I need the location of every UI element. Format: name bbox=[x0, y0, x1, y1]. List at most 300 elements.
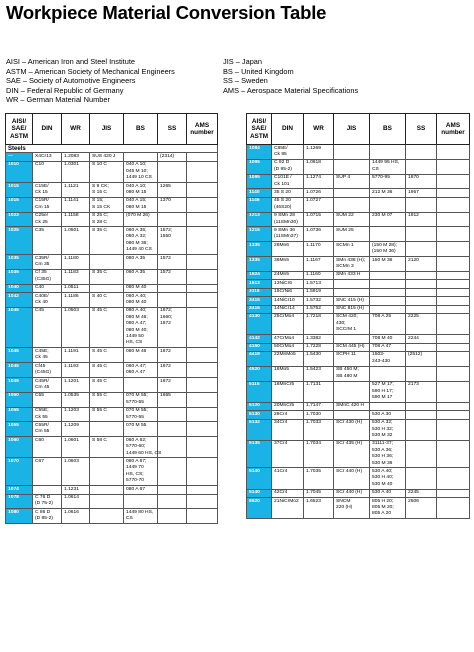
cell-ss: 1870 bbox=[406, 174, 437, 189]
cell-ss bbox=[158, 458, 187, 486]
cell-din: C 86 D (D 85-2) bbox=[33, 509, 62, 524]
cell-ams bbox=[437, 271, 470, 279]
cell-din: 41Cr4 bbox=[272, 468, 304, 489]
cell-din: C10 bbox=[33, 161, 62, 182]
cell-jis bbox=[334, 280, 370, 288]
cell-ams bbox=[437, 343, 470, 351]
cell-din: 14NiCr10 bbox=[272, 297, 304, 305]
cell-din: C 92 D (D 95-2) bbox=[272, 159, 304, 174]
col-header-aisi: AISI/ SAE/ ASTM bbox=[247, 114, 272, 145]
cell-bs bbox=[370, 402, 406, 410]
cell-din: C40E/ Ck 40 bbox=[33, 293, 62, 308]
cell-jis: S 55 C bbox=[90, 392, 124, 407]
cell-bs: 080 A 67; 1449 70 HS, CS; 5770-70 bbox=[124, 458, 158, 486]
cell-din: 25CrMo4 bbox=[272, 313, 304, 334]
cell-ams bbox=[437, 419, 470, 440]
cell-jis: SCr 435 (H) bbox=[334, 440, 370, 468]
cell-jis: S 40 C bbox=[90, 293, 124, 308]
cell-wr: 1.7030 bbox=[304, 411, 334, 419]
cell-jis: SCPH 11 bbox=[334, 351, 370, 366]
cell-aisi: 1055 bbox=[6, 407, 33, 422]
col-header-jis: JIS bbox=[90, 114, 124, 145]
cell-jis: SUM 22 bbox=[334, 212, 370, 227]
cell-din: 28Mn6 bbox=[272, 242, 304, 257]
page-title: Workpiece Material Conversion Table bbox=[6, 2, 327, 23]
cell-ss bbox=[158, 284, 187, 292]
cell-wr: 1.1193 bbox=[62, 363, 90, 378]
cell-din: C55E; Ck 55 bbox=[33, 407, 62, 422]
table-row bbox=[6, 363, 218, 378]
cell-din: C15R/ Cm 15 bbox=[33, 197, 62, 212]
cell-bs bbox=[370, 288, 406, 296]
cell-wr: 1.0727 bbox=[304, 197, 334, 212]
cell-wr: 1.0616 bbox=[62, 509, 90, 524]
cell-ss bbox=[158, 293, 187, 308]
cell-wr: 1.0715 bbox=[304, 212, 334, 227]
cell-ss bbox=[158, 212, 187, 227]
cell-bs: 230 M 07 bbox=[370, 212, 406, 227]
cell-jis bbox=[90, 509, 124, 524]
cell-ams bbox=[187, 494, 218, 509]
cell-bs: 080 A 67 bbox=[124, 486, 158, 494]
cell-aisi: 1524 bbox=[247, 271, 272, 279]
cell-ams bbox=[437, 498, 470, 519]
legend-left bbox=[6, 57, 175, 105]
cell-bs: 060 A 35; 080 A 32; 080 M 36; 1449 40 CS bbox=[124, 227, 158, 255]
cell-bs: 530 A 30 bbox=[370, 411, 406, 419]
cell-bs: 080 A 40; 080 M 46; 080 A 47; 080 M 40; 1449 50 HS, CS bbox=[124, 307, 158, 347]
cell-wr: 1.5423 bbox=[304, 366, 334, 381]
cell-ams bbox=[437, 280, 470, 288]
table-row bbox=[247, 489, 470, 497]
col-header-aisi: AISI/ SAE/ ASTM bbox=[6, 114, 33, 145]
cell-bs: 150 M 36 bbox=[370, 257, 406, 272]
cell-wr: 1.1274 bbox=[304, 174, 334, 189]
cell-ss bbox=[158, 407, 187, 422]
cell-ams bbox=[187, 153, 218, 161]
cell-ss bbox=[406, 305, 437, 313]
cell-wr: 1.0511 bbox=[62, 284, 90, 292]
cell-ams bbox=[437, 242, 470, 257]
cell-bs: 5770-95 bbox=[370, 174, 406, 189]
cell-jis bbox=[90, 284, 124, 292]
cell-bs: (070 M 26) bbox=[124, 212, 158, 227]
cell-wr: 1.0614 bbox=[62, 494, 90, 509]
cell-jis: S 58 C bbox=[90, 437, 124, 458]
cell-jis: S 45 C bbox=[90, 348, 124, 363]
table-row bbox=[247, 411, 470, 419]
cell-ams bbox=[437, 305, 470, 313]
cell-ss bbox=[158, 161, 187, 182]
cell-wr: 1.0501 bbox=[62, 227, 90, 255]
table-row bbox=[6, 509, 218, 524]
table-row bbox=[6, 422, 218, 437]
table-row bbox=[247, 468, 470, 489]
cell-ams bbox=[437, 145, 470, 160]
cell-aisi: 4130 bbox=[247, 313, 272, 334]
cell-jis: SCr 440 (H) bbox=[334, 489, 370, 497]
table-row bbox=[6, 307, 218, 347]
cell-ss bbox=[158, 509, 187, 524]
legend-item: DIN – Federal Republic of Germany bbox=[6, 85, 124, 95]
cell-ams bbox=[437, 159, 470, 174]
cell-bs: 31111-37; 530 A 36; 530 H 36; 530 M 36 bbox=[370, 440, 406, 468]
cell-din: C45R/ Cm 45 bbox=[33, 378, 62, 393]
legend-item: AMS – Aerospace Material Specifications bbox=[223, 85, 359, 95]
cell-bs: 1449 95 HS, CS bbox=[370, 159, 406, 174]
cell-ss: 2173 bbox=[406, 381, 437, 402]
cell-ams bbox=[187, 269, 218, 284]
cell-aisi: 1084 bbox=[247, 145, 272, 160]
cell-bs: 530 A 40 bbox=[370, 489, 406, 497]
cell-wr: 1.0618 bbox=[304, 159, 334, 174]
cell-wr: 1.1160 bbox=[304, 271, 334, 279]
cell-din: C45 bbox=[33, 307, 62, 347]
cell-ss: 1957 bbox=[406, 189, 437, 197]
cell-ss: (2314) bbox=[158, 153, 187, 161]
cell-jis: SB 450 M; SB 480 M bbox=[334, 366, 370, 381]
cell-aisi: 1040 bbox=[6, 284, 33, 292]
cell-din: C35R/ Cm 35 bbox=[33, 255, 62, 270]
cell-din: Cf 35 (C35G) bbox=[33, 269, 62, 284]
cell-bs: 527 M 17; 590 H 17; 590 M 17 bbox=[370, 381, 406, 402]
cell-ams bbox=[187, 227, 218, 255]
cell-ams bbox=[187, 509, 218, 524]
cell-bs: 805 H 20; 805 M 20; 805 A 20 bbox=[370, 498, 406, 519]
cell-aisi: 1015 bbox=[6, 183, 33, 198]
cell-bs bbox=[370, 280, 406, 288]
table-row bbox=[247, 381, 470, 402]
cell-jis: SUP 4 bbox=[334, 174, 370, 189]
col-header-ss: SS bbox=[158, 114, 187, 145]
table-row bbox=[6, 486, 218, 494]
cell-din: 16Mo5 bbox=[272, 366, 304, 381]
cell-ss bbox=[406, 280, 437, 288]
table-row bbox=[247, 419, 470, 440]
cell-aisi: 3415 bbox=[247, 297, 272, 305]
cell-aisi: 1042 bbox=[6, 293, 33, 308]
cell-ss bbox=[406, 343, 437, 351]
cell-aisi: 1025 bbox=[6, 227, 33, 255]
cell-aisi: 1078 bbox=[6, 494, 33, 509]
cell-jis: SNCM 220 (H) bbox=[334, 498, 370, 519]
cell-ss bbox=[406, 271, 437, 279]
cell-ss: 2506 bbox=[406, 498, 437, 519]
table-row bbox=[6, 197, 218, 212]
cell-wr: 1.7035 bbox=[304, 468, 334, 489]
cell-jis: S 9 CK; S 15 C bbox=[90, 183, 124, 198]
cell-din: C60 bbox=[33, 437, 62, 458]
cell-ss: 1672 bbox=[158, 378, 187, 393]
cell-wr: 1.1201 bbox=[62, 378, 90, 393]
table-row bbox=[6, 348, 218, 363]
cell-wr: 1.7033 bbox=[304, 419, 334, 440]
cell-bs: 212 M 36 bbox=[370, 189, 406, 197]
col-header-ams: AMS number bbox=[187, 114, 218, 145]
section-label: Steels bbox=[6, 145, 218, 153]
cell-aisi: 1060 bbox=[6, 437, 33, 458]
cell-din: Cf45 (C45G) bbox=[33, 363, 62, 378]
cell-bs bbox=[370, 227, 406, 242]
table-row bbox=[247, 212, 470, 227]
cell-ss: 1672; 1660; 1672 bbox=[158, 307, 187, 347]
cell-aisi: 1055 bbox=[6, 422, 33, 437]
cell-aisi: 3115 bbox=[247, 288, 272, 296]
cell-aisi: 1513 bbox=[247, 280, 272, 288]
cell-bs: 060 A 35 bbox=[124, 269, 158, 284]
cell-ss: (2512) bbox=[406, 351, 437, 366]
cell-wr: 1.7131 bbox=[304, 381, 334, 402]
cell-ams bbox=[437, 227, 470, 242]
cell-wr: 1.0736 bbox=[304, 227, 334, 242]
table-row bbox=[6, 494, 218, 509]
cell-din: 50CrMo4 bbox=[272, 343, 304, 351]
legend-item: SAE – Society of Automotive Engineers bbox=[6, 76, 136, 86]
cell-aisi: 4150 bbox=[247, 343, 272, 351]
cell-bs: 708 A 25 bbox=[370, 313, 406, 334]
cell-din: 13NiCr6 bbox=[272, 280, 304, 288]
cell-jis: SCM 445 (H) bbox=[334, 343, 370, 351]
cell-ams bbox=[437, 189, 470, 197]
cell-din: 24Mn5 bbox=[272, 271, 304, 279]
table-row bbox=[247, 174, 470, 189]
cell-wr: 1.1170 bbox=[304, 242, 334, 257]
cell-bs bbox=[370, 197, 406, 212]
cell-bs: 060 A 47; 080 A 47 bbox=[124, 363, 158, 378]
cell-din: 28Cr4 bbox=[272, 411, 304, 419]
cell-ss: 2244 bbox=[406, 335, 437, 343]
cell-ams bbox=[437, 402, 470, 410]
cell-din: 34Cr4 bbox=[272, 419, 304, 440]
cell-wr: 1.0726 bbox=[304, 189, 334, 197]
cell-wr: 1.1203 bbox=[62, 407, 90, 422]
col-header-jis: JIS bbox=[334, 114, 370, 145]
cell-ss: 2225 bbox=[406, 313, 437, 334]
legend-item: SS – Sweden bbox=[223, 76, 268, 86]
cell-ss: 1912 bbox=[406, 212, 437, 227]
cell-ams bbox=[187, 363, 218, 378]
table-row bbox=[6, 437, 218, 458]
cell-jis bbox=[90, 255, 124, 270]
cell-aisi: 5115 bbox=[247, 381, 272, 402]
col-header-wr: WR bbox=[62, 114, 90, 145]
cell-aisi: 1045 bbox=[6, 307, 33, 347]
cell-bs bbox=[124, 494, 158, 509]
cell-wr: 1.7228 bbox=[304, 343, 334, 351]
cell-ss bbox=[406, 440, 437, 468]
cell-aisi: 1074 bbox=[6, 486, 33, 494]
cell-aisi: 1095 bbox=[247, 174, 272, 189]
table-row bbox=[6, 392, 218, 407]
cell-ams bbox=[437, 288, 470, 296]
table-row bbox=[247, 271, 470, 279]
cell-jis: SCr 440 (H) bbox=[334, 468, 370, 489]
col-header-din: DIN bbox=[33, 114, 62, 145]
cell-wr: 1.0601 bbox=[62, 437, 90, 458]
cell-din: 42Cr4 bbox=[272, 489, 304, 497]
cell-din: 14NiCr14 bbox=[272, 305, 304, 313]
table-row bbox=[247, 242, 470, 257]
cell-aisi: 1335 bbox=[247, 242, 272, 257]
cell-aisi: 1045 bbox=[6, 348, 33, 363]
cell-ams bbox=[187, 392, 218, 407]
cell-wr: 1.0503 bbox=[62, 307, 90, 347]
table-row bbox=[6, 293, 218, 308]
cell-ams bbox=[437, 212, 470, 227]
cell-ams bbox=[437, 313, 470, 334]
cell-ams bbox=[437, 335, 470, 343]
cell-ams bbox=[187, 197, 218, 212]
cell-bs: 080 M 40 bbox=[124, 284, 158, 292]
table-row bbox=[247, 351, 470, 366]
cell-bs bbox=[124, 153, 158, 161]
cell-ss bbox=[406, 468, 437, 489]
table-row bbox=[247, 297, 470, 305]
cell-wr: 1.1158 bbox=[62, 212, 90, 227]
cell-aisi: 5135 bbox=[247, 440, 272, 468]
cell-aisi: 1035 bbox=[6, 255, 33, 270]
table-row bbox=[6, 153, 218, 161]
cell-ams bbox=[437, 381, 470, 402]
cell-wr: 1.5430 bbox=[304, 351, 334, 366]
table-row bbox=[6, 284, 218, 292]
cell-wr: 1.1180 bbox=[62, 255, 90, 270]
cell-din: 45 S 20 (46S20) bbox=[272, 197, 304, 212]
cell-jis bbox=[334, 288, 370, 296]
cell-jis: S 45 C bbox=[90, 363, 124, 378]
col-header-bs: BS bbox=[124, 114, 158, 145]
cell-jis: S 15; S 15 CK bbox=[90, 197, 124, 212]
cell-bs bbox=[370, 297, 406, 305]
cell-jis: S 45 C bbox=[90, 307, 124, 347]
cell-aisi: 1215 bbox=[247, 227, 272, 242]
table-row bbox=[247, 440, 470, 468]
cell-aisi: 1035 bbox=[6, 269, 33, 284]
cell-ss: 1572 bbox=[158, 269, 187, 284]
table-row bbox=[247, 257, 470, 272]
legend-right bbox=[223, 57, 358, 95]
cell-wr: 1.3382 bbox=[304, 335, 334, 343]
cell-jis: SCr 430 (H) bbox=[334, 419, 370, 440]
cell-jis: SMn 438 (H); SCMn 3 bbox=[334, 257, 370, 272]
cell-jis bbox=[334, 145, 370, 160]
legend-item: JIS – Japan bbox=[223, 57, 263, 66]
cell-bs: (150 M 28); (150 M 36) bbox=[370, 242, 406, 257]
cell-ams bbox=[437, 174, 470, 189]
cell-din: C55 bbox=[33, 392, 62, 407]
cell-din: C85E/ Ck 85 bbox=[272, 145, 304, 160]
cell-jis: SNC 415 (H) bbox=[334, 297, 370, 305]
table-row bbox=[247, 343, 470, 351]
cell-jis bbox=[334, 411, 370, 419]
table-row bbox=[247, 227, 470, 242]
cell-ss: 1672 bbox=[158, 363, 187, 378]
table-row bbox=[6, 458, 218, 486]
table-row bbox=[247, 498, 470, 519]
table-row bbox=[6, 227, 218, 255]
cell-bs: 080 M 46 bbox=[124, 348, 158, 363]
cell-wr: 1.5732 bbox=[304, 297, 334, 305]
cell-aisi: 1050 bbox=[6, 392, 33, 407]
cell-aisi: 1095 bbox=[247, 159, 272, 174]
cell-ss bbox=[158, 494, 187, 509]
table-header-row bbox=[6, 114, 218, 145]
cell-wr: 1.7045 bbox=[304, 489, 334, 497]
table-row bbox=[247, 159, 470, 174]
table-row bbox=[247, 335, 470, 343]
cell-din: 9 SMn 36 (11SMn37) bbox=[272, 227, 304, 242]
cell-din: C40 bbox=[33, 284, 62, 292]
cell-ams bbox=[187, 161, 218, 182]
cell-ss bbox=[406, 145, 437, 160]
cell-jis: SMn 433 H bbox=[334, 271, 370, 279]
cell-bs bbox=[370, 271, 406, 279]
cell-wr: 1.7034 bbox=[304, 440, 334, 468]
cell-ss bbox=[158, 486, 187, 494]
legend-item: AISI – American Iron and Steel Institute bbox=[6, 57, 135, 66]
cell-bs: 1449 80 HS, CS bbox=[124, 509, 158, 524]
cell-din: 35 S 20 bbox=[272, 189, 304, 197]
cell-aisi: 5140 bbox=[247, 468, 272, 489]
cell-wr: 1.5752 bbox=[304, 305, 334, 313]
cell-wr: 1.0535 bbox=[62, 392, 90, 407]
cell-jis bbox=[90, 422, 124, 437]
legend-item: ASTM – American Society of Mechanical Engineers bbox=[6, 66, 175, 76]
cell-wr: 1.5919 bbox=[304, 288, 334, 296]
cell-wr: 1.1231 bbox=[62, 486, 90, 494]
cell-ams bbox=[187, 437, 218, 458]
cell-aisi: 1335 bbox=[247, 257, 272, 272]
cell-ss bbox=[158, 422, 187, 437]
cell-din: C35 bbox=[33, 227, 62, 255]
table-row bbox=[247, 313, 470, 334]
table-row bbox=[247, 197, 470, 212]
cell-jis: SUM 25 bbox=[334, 227, 370, 242]
cell-jis: SCM 420; 430; SCCrM 1 bbox=[334, 313, 370, 334]
cell-ams bbox=[187, 307, 218, 347]
cell-bs: 080 A 35 bbox=[124, 255, 158, 270]
cell-ss bbox=[406, 297, 437, 305]
cell-din: 37Cr4 bbox=[272, 440, 304, 468]
cell-ams bbox=[187, 293, 218, 308]
cell-ams bbox=[187, 486, 218, 494]
cell-din: C25e/ Ck 25 bbox=[33, 212, 62, 227]
cell-wr: 1.6523 bbox=[304, 498, 334, 519]
cell-bs: 708 A 47 bbox=[370, 343, 406, 351]
cell-ams bbox=[437, 351, 470, 366]
cell-aisi: 1010 bbox=[6, 161, 33, 182]
cell-jis: SCMn 1 bbox=[334, 242, 370, 257]
cell-bs: 060 A 62; 5770-60; 1449 60 HS, CS bbox=[124, 437, 158, 458]
cell-aisi: 1015 bbox=[6, 197, 33, 212]
cell-ams bbox=[437, 297, 470, 305]
table-row bbox=[247, 145, 470, 160]
cell-wr: 1.1186 bbox=[62, 293, 90, 308]
cell-jis: S 35 C bbox=[90, 227, 124, 255]
cell-din: C101E / Ck 101 bbox=[272, 174, 304, 189]
cell-aisi: 1023 bbox=[6, 212, 33, 227]
cell-jis: S 10 C bbox=[90, 161, 124, 182]
cell-aisi: 5130 bbox=[247, 411, 272, 419]
table-row bbox=[247, 189, 470, 197]
cell-aisi: 1045 bbox=[6, 363, 33, 378]
col-header-ss: SS bbox=[406, 114, 437, 145]
cell-wr: 1.0603 bbox=[62, 458, 90, 486]
cell-ss: 1655 bbox=[158, 392, 187, 407]
cell-aisi: 5132 bbox=[247, 419, 272, 440]
cell-jis bbox=[90, 458, 124, 486]
table-row bbox=[247, 305, 470, 313]
